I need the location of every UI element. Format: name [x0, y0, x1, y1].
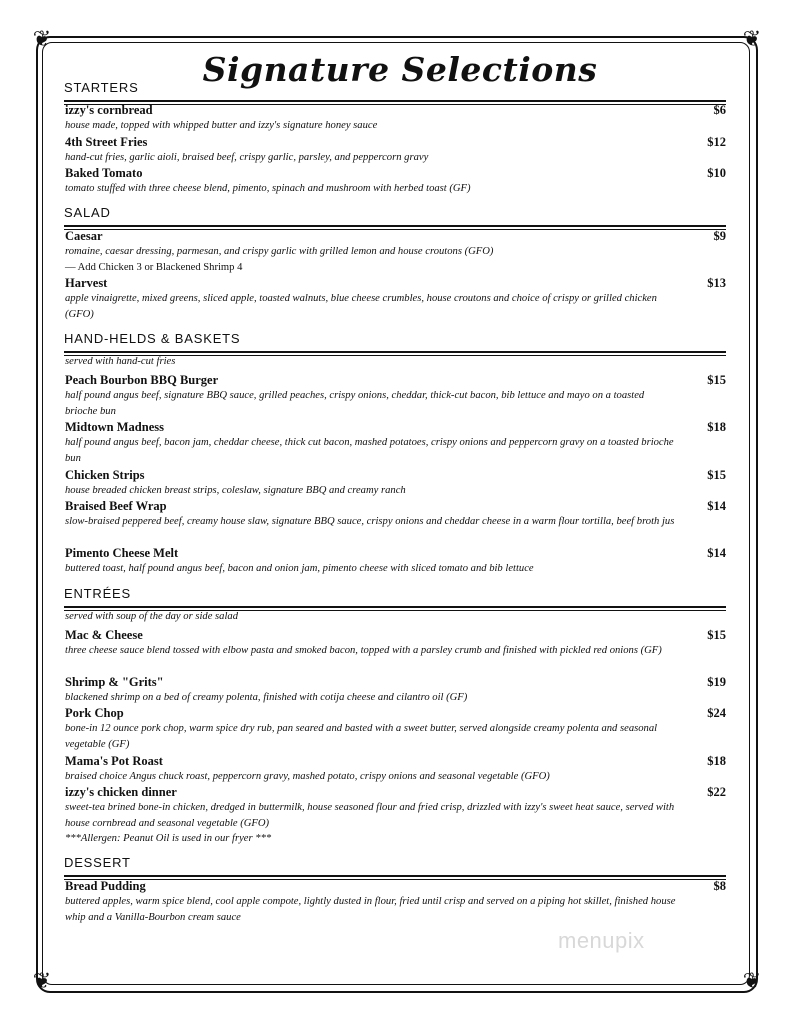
- item-description: house made, topped with whipped butter and izzy's signature honey sauce: [65, 120, 378, 131]
- item-price: $19: [707, 675, 726, 689]
- section-salad: [64, 205, 726, 230]
- item-name: Shrimp & "Grits": [65, 675, 164, 689]
- item-description: half pound angus beef, signature BBQ sauce, grilled peaches, crispy onions, cheddar, thick-cut bacon, bib lettuce and mayo on a toasted brioche bun: [65, 390, 645, 417]
- fleur-ornament-icon: ❦: [32, 27, 52, 52]
- divider: [64, 100, 726, 102]
- item-name: Peach Bourbon BBQ Burger: [65, 373, 219, 387]
- section-heading: HAND-HELDS & BASKETS: [64, 331, 241, 346]
- section-handhelds: [64, 331, 726, 356]
- item-name: izzy's chicken dinner: [65, 785, 177, 799]
- menu-item: [65, 546, 726, 577]
- menu-item: [65, 420, 726, 466]
- divider: [64, 875, 726, 877]
- fleur-ornament-icon: ❦: [742, 969, 762, 994]
- menu-item: [65, 706, 726, 752]
- item-name: Baked Tomato: [65, 166, 143, 180]
- item-addon: — Add Chicken 3 or Blackened Shrimp 4: [65, 261, 243, 273]
- item-name: Harvest: [65, 276, 108, 290]
- item-price: $8: [713, 879, 726, 893]
- section-heading: DESSERT: [64, 855, 131, 870]
- item-price: $10: [707, 166, 726, 180]
- section-dessert: [64, 855, 726, 880]
- item-description: buttered apples, warm spice blend, cool apple compote, lightly dusted in flour, fried until crisp and served on a piping hot skillet, finished house whip and a Vanilla-Bourbon cream sauce: [65, 896, 676, 923]
- item-name: Midtown Madness: [65, 420, 164, 434]
- item-price: $18: [707, 420, 726, 434]
- fleur-ornament-icon: ❦: [32, 969, 52, 994]
- item-price: $22: [707, 785, 726, 799]
- menu-item: [65, 166, 726, 197]
- menu-item: [65, 135, 726, 166]
- menu-item: [65, 879, 726, 925]
- item-name: Mac & Cheese: [65, 628, 143, 642]
- item-description: buttered toast, half pound angus beef, bacon and onion jam, pimento cheese with sliced tomato and bib lettuce: [65, 563, 534, 574]
- item-name: Mama's Pot Roast: [65, 754, 163, 768]
- served-with-note: served with soup of the day or side salad: [65, 611, 239, 622]
- item-description: romaine, caesar dressing, parmesan, and crispy garlic with grilled lemon and house croutons (GFO): [65, 246, 494, 257]
- item-description: braised choice Angus chuck roast, peppercorn gravy, mashed potato, crispy onions and seasonal vegetable (GFO): [65, 771, 550, 782]
- menu-item: [65, 103, 726, 134]
- item-price: $9: [713, 229, 726, 243]
- item-description: tomato stuffed with three cheese blend, pimento, spinach and mushroom with herbed toast (GF): [65, 183, 471, 194]
- divider: [64, 351, 726, 353]
- item-name: Chicken Strips: [65, 468, 145, 482]
- item-price: $6: [713, 103, 726, 117]
- menu-item: [65, 229, 726, 275]
- item-price: $12: [707, 135, 726, 149]
- item-name: Caesar: [65, 229, 103, 243]
- item-description: three cheese sauce blend tossed with elbow pasta and smoked bacon, topped with a parsley crumb and finished with pickled red onions (GF): [65, 645, 662, 656]
- item-name: Pimento Cheese Melt: [65, 546, 179, 560]
- item-description: house breaded chicken breast strips, coleslaw, signature BBQ and creamy ranch: [65, 485, 406, 496]
- section-starters: [64, 80, 726, 105]
- item-description: sweet-tea brined bone-in chicken, dredged in buttermilk, house seasoned flour and fried crisp, drizzled with izzy's sweet heat sauce, served with house cornbread and seasonal vegetable (GFO): [65, 802, 675, 829]
- menu-item: [65, 499, 726, 530]
- item-name: izzy's cornbread: [65, 103, 153, 117]
- item-description: hand-cut fries, garlic aioli, braised beef, crispy garlic, parsley, and peppercorn gravy: [65, 152, 429, 163]
- menu-item: [65, 373, 726, 419]
- item-price: $24: [707, 706, 726, 720]
- item-price: $15: [707, 468, 726, 482]
- item-name: Braised Beef Wrap: [65, 499, 167, 513]
- watermark: menupix: [558, 928, 645, 953]
- section-heading: STARTERS: [64, 80, 139, 95]
- item-description: half pound angus beef, bacon jam, cheddar cheese, thick cut bacon, mashed potatoes, crispy onions and peppercorn gravy on a toasted brioche bun: [65, 437, 674, 464]
- divider: [64, 225, 726, 227]
- item-price: $14: [707, 546, 726, 560]
- served-with-note: served with hand-cut fries: [65, 356, 176, 367]
- section-heading: ENTRÉES: [64, 586, 132, 601]
- section-heading: SALAD: [64, 205, 111, 220]
- item-price: $13: [707, 276, 726, 290]
- fleur-ornament-icon: ❦: [742, 27, 762, 52]
- section-entrees: [64, 586, 726, 611]
- allergen-note: ***Allergen: Peanut Oil is used in our fryer ***: [65, 833, 272, 844]
- item-price: $15: [707, 373, 726, 387]
- menu-item: [65, 628, 726, 659]
- item-description: apple vinaigrette, mixed greens, sliced apple, toasted walnuts, blue cheese crumbles, house croutons and choice of crispy or grilled chicken (GFO): [65, 293, 657, 320]
- menu-item: [65, 276, 726, 322]
- item-description: blackened shrimp on a bed of creamy polenta, finished with cotija cheese and cilantro oil (GF): [65, 692, 468, 703]
- divider: [64, 606, 726, 608]
- menu-item: [65, 675, 726, 706]
- item-description: bone-in 12 ounce pork chop, warm spice dry rub, pan seared and basted with a sweet butter, served alongside creamy polenta and seasonal vegetable (GF): [65, 723, 658, 750]
- item-name: Bread Pudding: [65, 879, 146, 893]
- item-description: slow-braised peppered beef, creamy house slaw, signature BBQ sauce, crispy onions and cheddar cheese in a warm flour tortilla, beef broth jus: [65, 516, 675, 527]
- menu-item: [65, 468, 726, 499]
- item-price: $14: [707, 499, 726, 513]
- page-title: Signature Selections: [202, 50, 598, 89]
- menu-item: [65, 785, 726, 846]
- menu-item: [65, 754, 726, 785]
- item-name: Pork Chop: [65, 706, 124, 720]
- item-name: 4th Street Fries: [65, 135, 148, 149]
- item-price: $18: [707, 754, 726, 768]
- item-price: $15: [707, 628, 726, 642]
